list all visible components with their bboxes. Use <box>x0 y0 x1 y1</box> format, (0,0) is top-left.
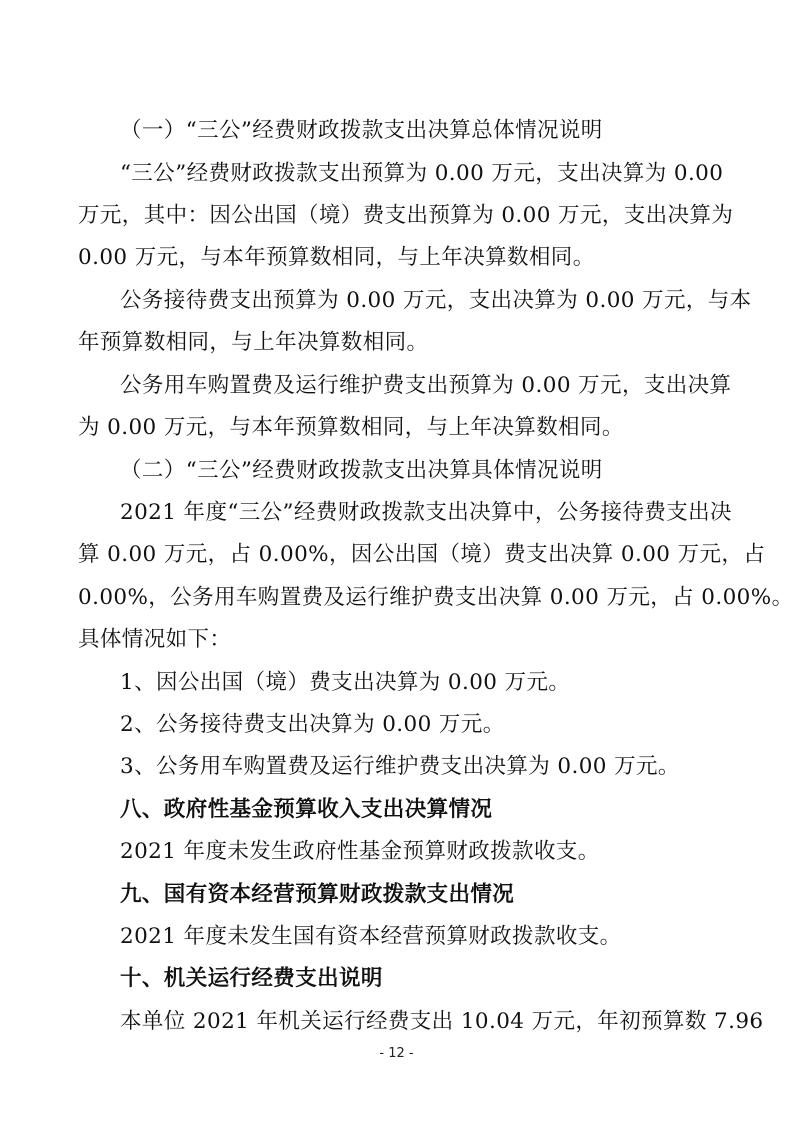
paragraph-line: 0.00 万元，与本年预算数相同，与上年决算数相同。 <box>78 245 595 270</box>
paragraph-line: 2021 年度“三公”经费财政拨款支出决算中，公务接待费支出决 <box>120 500 732 525</box>
paragraph-line: 年预算数相同，与上年决算数相同。 <box>78 330 429 355</box>
page-number: - 12 - <box>379 1046 414 1061</box>
paragraph-line: 2021 年度未发生国有资本经营预算财政拨款收支。 <box>120 924 622 949</box>
paragraph-line: 算 0.00 万元，占 0.00%，因公出国（境）费支出决算 0.00 万元，占 <box>78 542 766 567</box>
subheading-three-public-overview: （一）“三公”经费财政拨款支出决算总体情况说明 <box>120 118 603 143</box>
paragraph-line: 具体情况如下： <box>78 627 232 652</box>
subheading-three-public-detail: （二）“三公”经费财政拨款支出决算具体情况说明 <box>120 458 603 483</box>
section-heading-operating-expense: 十、机关运行经费支出说明 <box>120 966 383 991</box>
paragraph-line: 0.00%，公务用车购置费及运行维护费支出决算 0.00 万元，占 0.00%。 <box>78 585 793 610</box>
paragraph-line: 2021 年度未发生政府性基金预算财政拨款收支。 <box>120 839 600 864</box>
paragraph-line: 公务用车购置费及运行维护费支出预算为 0.00 万元，支出决算 <box>120 373 732 398</box>
paragraph-line: 万元，其中：因公出国（境）费支出预算为 0.00 万元，支出决算为 <box>78 203 734 228</box>
list-item: 1、因公出国（境）费支出决算为 0.00 万元。 <box>120 670 571 695</box>
paragraph-line: 公务接待费支出预算为 0.00 万元，支出决算为 0.00 万元，与本 <box>120 288 752 313</box>
paragraph-line: 为 0.00 万元，与本年预算数相同，与上年决算数相同。 <box>78 415 624 440</box>
list-item: 2、公务接待费支出决算为 0.00 万元。 <box>120 712 505 737</box>
section-heading-government-fund: 八、政府性基金预算收入支出决算情况 <box>120 797 493 822</box>
section-heading-state-capital: 九、国有资本经营预算财政拨款支出情况 <box>120 882 515 907</box>
list-item: 3、公务用车购置费及运行维护费支出决算为 0.00 万元。 <box>120 754 680 779</box>
paragraph-line: 本单位 2021 年机关运行经费支出 10.04 万元，年初预算数 7.96 <box>120 1009 764 1034</box>
paragraph-line: “三公”经费财政拨款支出预算为 0.00 万元，支出决算为 0.00 <box>120 161 724 186</box>
